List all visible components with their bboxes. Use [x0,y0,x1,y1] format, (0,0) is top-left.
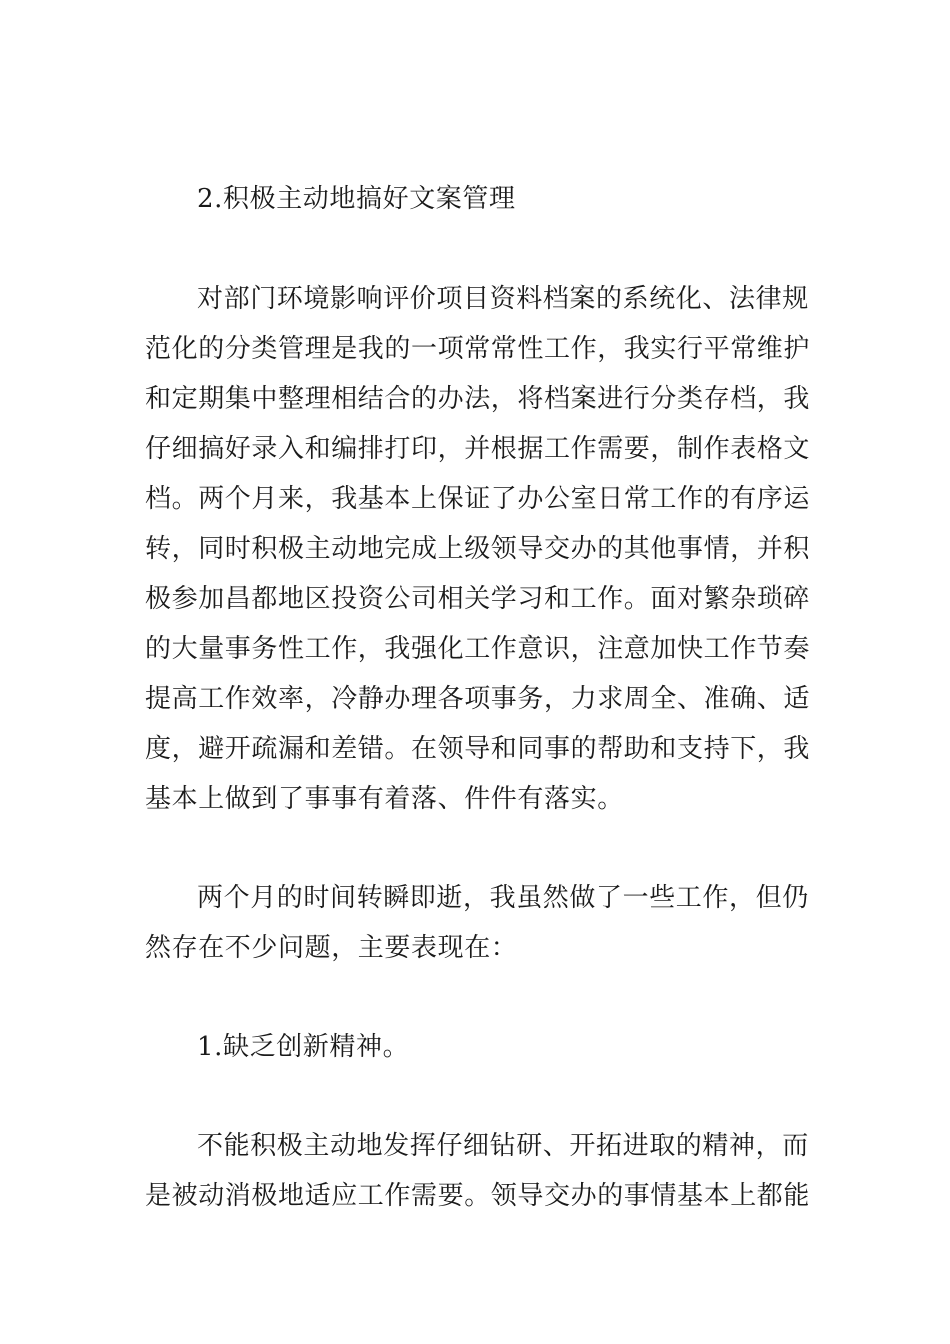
paragraph-line: 对部门环境影响评价项目资料档案的系统化、法律规 [197,284,809,314]
paragraph-line: 然存在不少问题，主要表现在： [145,933,518,963]
paragraph-line: 两个月的时间转瞬即逝，我虽然做了一些工作，但仍 [197,883,809,913]
paragraph-line: 范化的分类管理是我的一项常常性工作，我实行平常维护 [145,334,811,364]
paragraph-line: 档。两个月来，我基本上保证了办公室日常工作的有序运 [145,484,811,514]
paragraph-line: 仔细搞好录入和编排打印，并根据工作需要，制作表格文 [145,434,811,464]
paragraph-line: 不能积极主动地发挥仔细钻研、开拓进取的精神，而 [197,1131,809,1161]
section-heading-1: 1.缺乏创新精神。 [197,1032,410,1062]
paragraph-line: 基本上做到了事事有着落、件件有落实。 [145,784,624,814]
paragraph-line: 和定期集中整理相结合的办法，将档案进行分类存档，我 [145,384,811,414]
paragraph-line: 是被动消极地适应工作需要。领导交办的事情基本上都能 [145,1181,811,1211]
paragraph-line: 提高工作效率，冷静办理各项事务，力求周全、准确、适 [145,684,811,714]
paragraph-line: 极参加昌都地区投资公司相关学习和工作。面对繁杂琐碎 [145,584,811,614]
paragraph-line: 度，避开疏漏和差错。在领导和同事的帮助和支持下，我 [145,734,811,764]
paragraph-line: 转，同时积极主动地完成上级领导交办的其他事情，并积 [145,534,811,564]
paragraph-line: 的大量事务性工作，我强化工作意识，注意加快工作节奏 [145,634,811,664]
section-heading-2: 2.积极主动地搞好文案管理 [197,184,516,214]
